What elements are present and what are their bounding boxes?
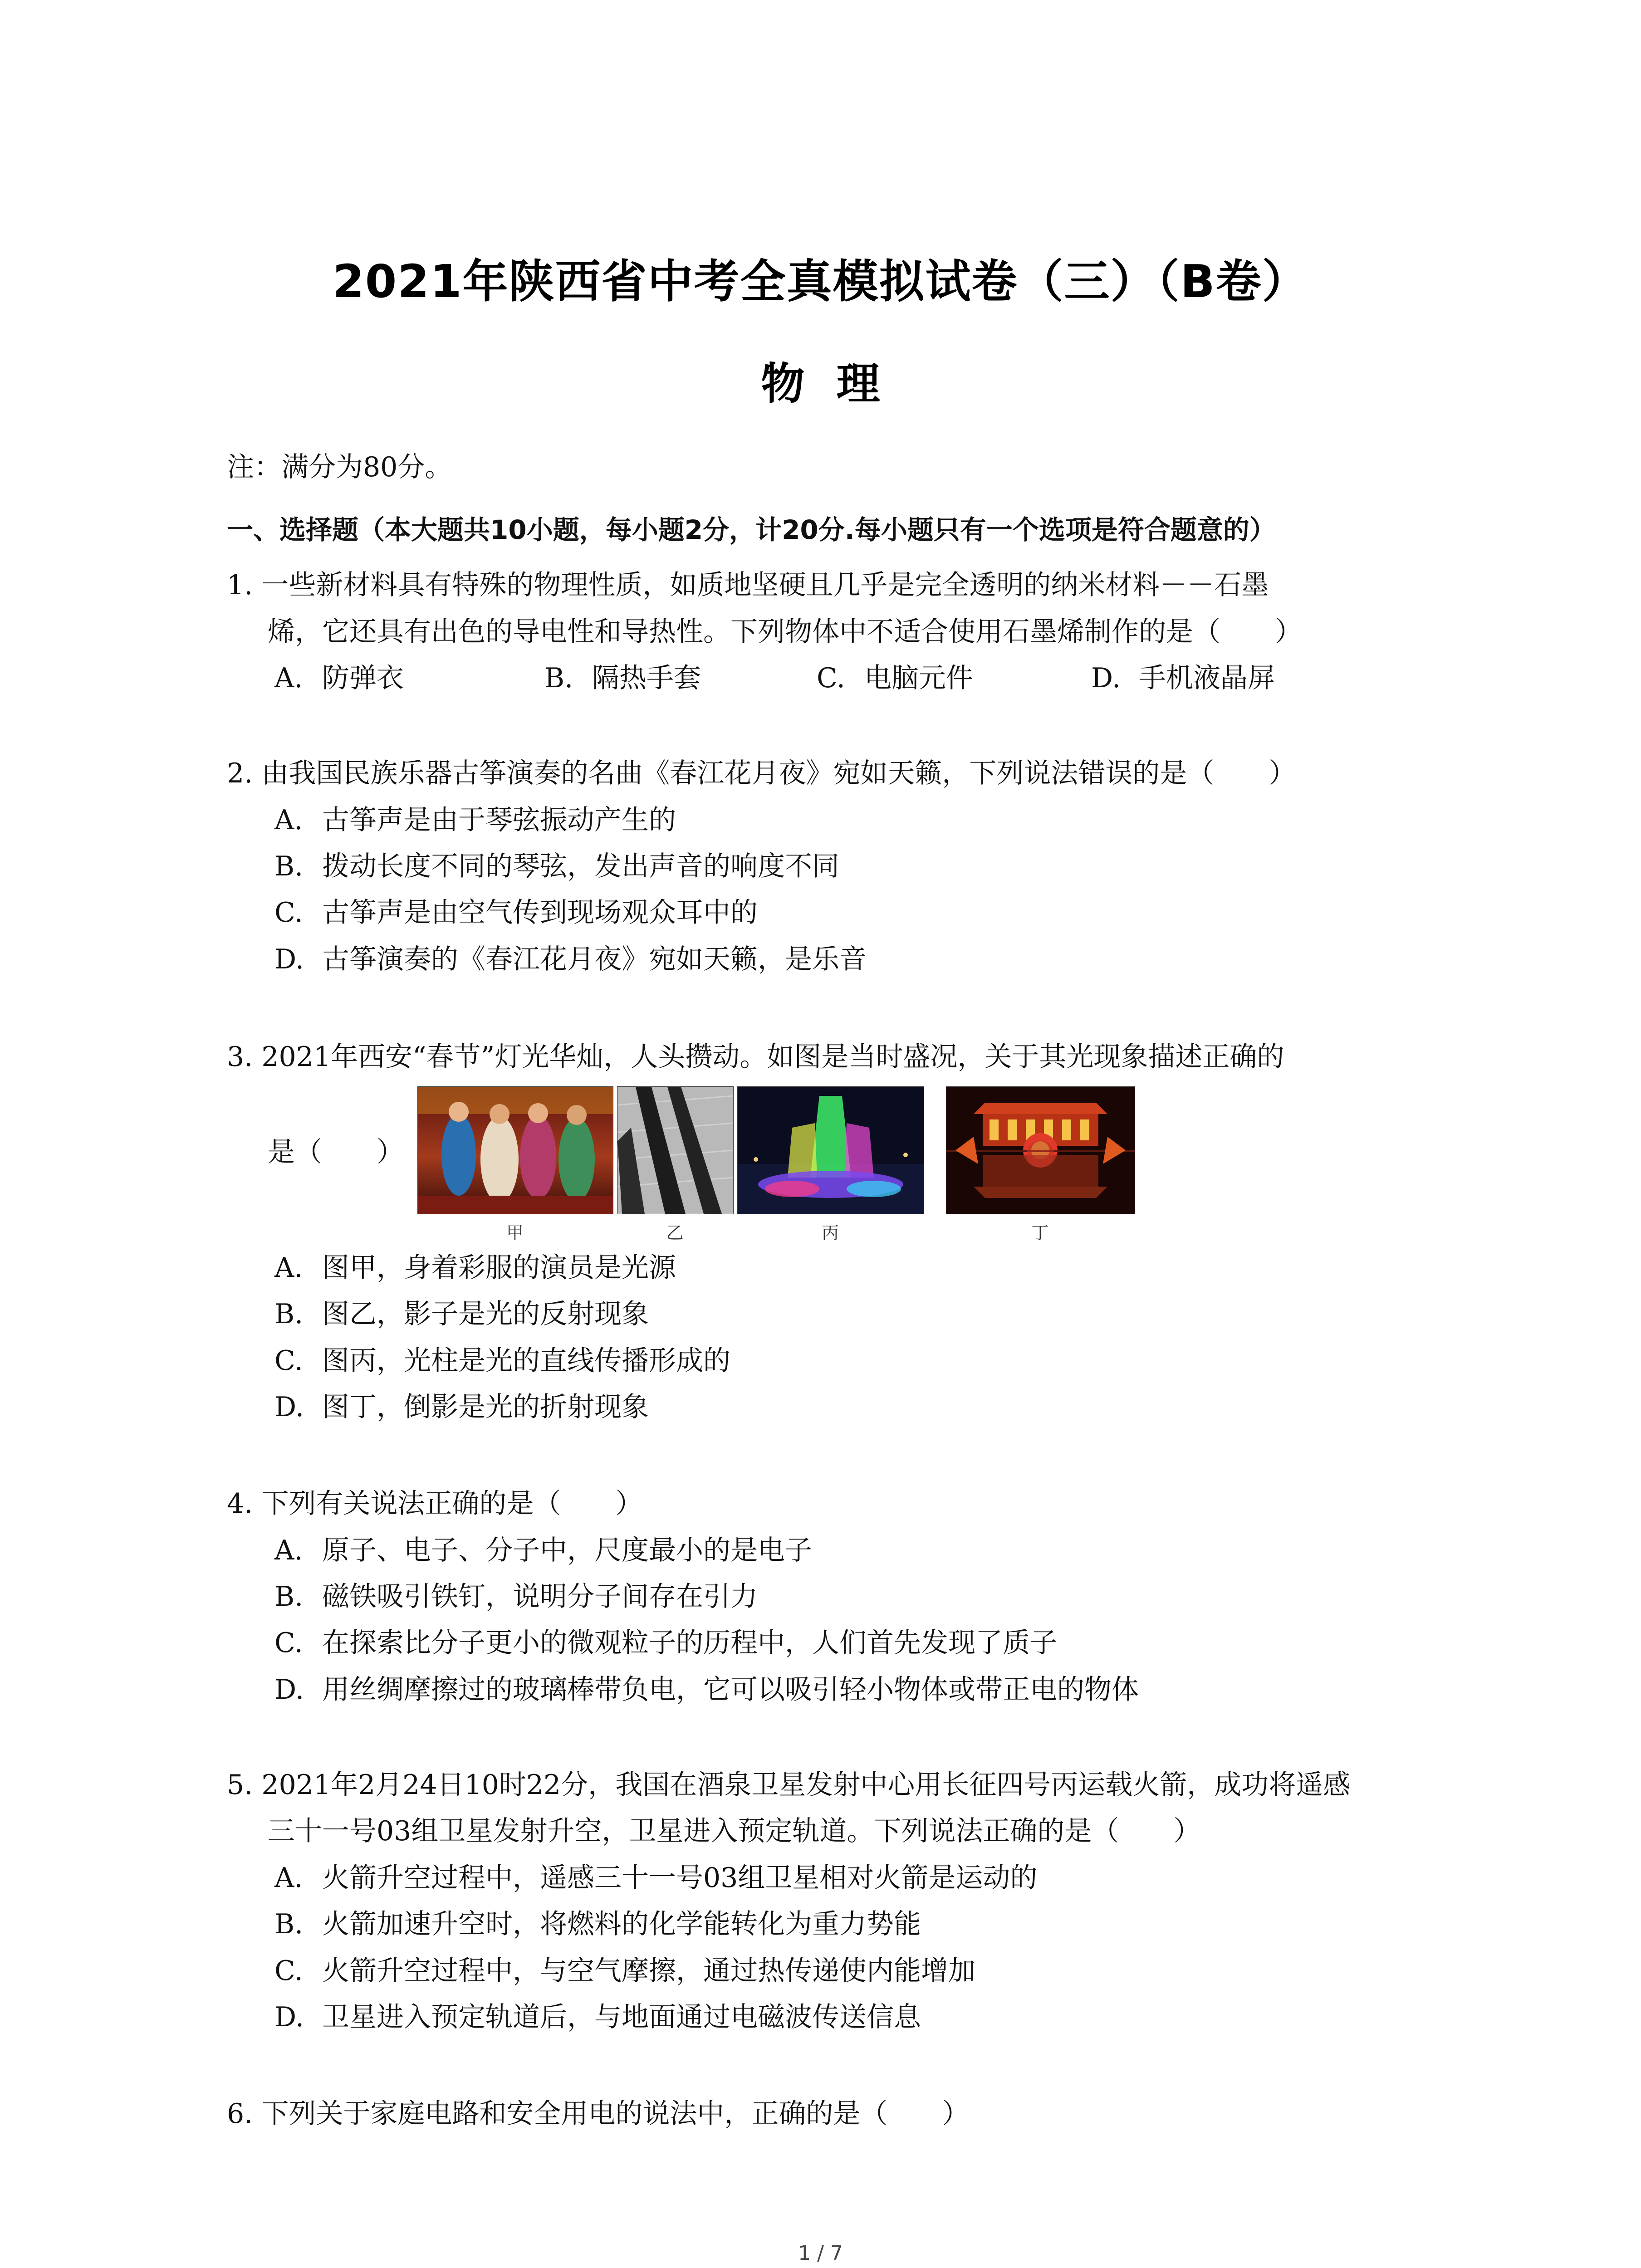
shadows-image	[617, 1087, 733, 1214]
question-2-line-1: 2. 由我国民族乐器古筝演奏的名曲《春江花月夜》宛如天籁，下列说法错误的是（ ）	[227, 758, 1296, 789]
page-number: 1 / 7	[798, 2242, 843, 2265]
question-3-line-1: 3. 2021年西安“春节”灯光华灿，人头攒动。如图是当时盛况，关于其光现象描述正确的	[227, 1041, 1284, 1073]
stage-performers-image	[418, 1087, 613, 1214]
question-4-option-a: A. 原子、电子、分子中，尺度最小的是电子	[274, 1535, 812, 1566]
question-1-option-a: A. 防弹衣	[274, 662, 404, 694]
question-6-line-1: 6. 下列关于家庭电路和安全用电的说法中，正确的是（ ）	[227, 2098, 970, 2130]
figure-yi	[617, 1086, 734, 1214]
section-heading: 一、选择题（本大题共10小题，每小题2分，计20分.每小题只有一个选项是符合题意的）	[227, 514, 1276, 545]
question-3-option-c: C. 图丙，光柱是光的直线传播形成的	[274, 1345, 730, 1377]
question-2-option-a: A. 古筝声是由于琴弦振动产生的	[274, 804, 676, 836]
question-5-line-2: 三十一号03组卫星发射升空，卫星进入预定轨道。下列说法正确的是（ ）	[268, 1815, 1201, 1847]
building-reflection-image	[946, 1087, 1135, 1214]
question-3-option-d: D. 图丁，倒影是光的折射现象	[274, 1391, 649, 1423]
question-3-line-2: 是（ ）	[268, 1136, 404, 1168]
question-2-option-c: C. 古筝声是由空气传到现场观众耳中的	[274, 897, 758, 929]
exam-title: 2021年陕西省中考全真模拟试卷（三）（B卷）	[333, 255, 1308, 308]
question-1-line-2: 烯，它还具有出色的导电性和导热性。下列物体中不适合使用石墨烯制作的是（ ）	[268, 616, 1302, 648]
question-5-option-b: B. 火箭加速升空时，将燃料的化学能转化为重力势能	[274, 1908, 921, 1940]
question-3-option-b: B. 图乙，影子是光的反射现象	[274, 1298, 649, 1330]
question-4-line-1: 4. 下列有关说法正确的是（ ）	[227, 1488, 643, 1520]
figure-label-ding: 丁	[1031, 1223, 1049, 1243]
subject-title: 物理	[761, 358, 912, 409]
figure-label-bing: 丙	[821, 1223, 839, 1243]
question-2-option-b: B. 拨动长度不同的琴弦，发出声音的响度不同	[274, 850, 839, 882]
question-1-option-d: D. 手机液晶屏	[1091, 662, 1275, 694]
figure-ding	[946, 1086, 1135, 1214]
question-1-option-c: C. 电脑元件	[817, 662, 973, 694]
question-3-option-a: A. 图甲，身着彩服的演员是光源	[274, 1252, 676, 1284]
score-note: 注：满分为80分。	[227, 451, 452, 483]
question-4-option-c: C. 在探索比分子更小的微观粒子的历程中，人们首先发现了质子	[274, 1627, 1057, 1659]
figure-label-jia: 甲	[506, 1223, 524, 1243]
question-2-option-d: D. 古筝演奏的《春江花月夜》宛如天籁，是乐音	[274, 943, 867, 975]
question-5-line-1: 5. 2021年2月24日10时22分，我国在酒泉卫星发射中心用长征四号丙运载火箭，成功将遥感	[227, 1769, 1351, 1801]
question-1-option-b: B. 隔热手套	[544, 662, 701, 694]
figure-jia	[417, 1086, 613, 1214]
figure-bing	[737, 1086, 924, 1214]
question-4-option-d: D. 用丝绸摩擦过的玻璃棒带负电，它可以吸引轻小物体或带正电的物体	[274, 1674, 1139, 1706]
question-4-option-b: B. 磁铁吸引铁钉，说明分子间存在引力	[274, 1581, 758, 1613]
question-5-option-a: A. 火箭升空过程中，遥感三十一号03组卫星相对火箭是运动的	[274, 1862, 1038, 1894]
figure-label-yi: 乙	[666, 1223, 684, 1243]
question-5-option-c: C. 火箭升空过程中，与空气摩擦，通过热传递使内能增加	[274, 1955, 975, 1987]
question-3-figures	[417, 1086, 1134, 1243]
light-fountain-image	[738, 1087, 924, 1214]
question-5-option-d: D. 卫星进入预定轨道后，与地面通过电磁波传送信息	[274, 2001, 921, 2033]
question-1-line-1: 1. 一些新材料具有特殊的物理性质，如质地坚硬且几乎是完全透明的纳米材料－－石墨	[227, 569, 1269, 601]
